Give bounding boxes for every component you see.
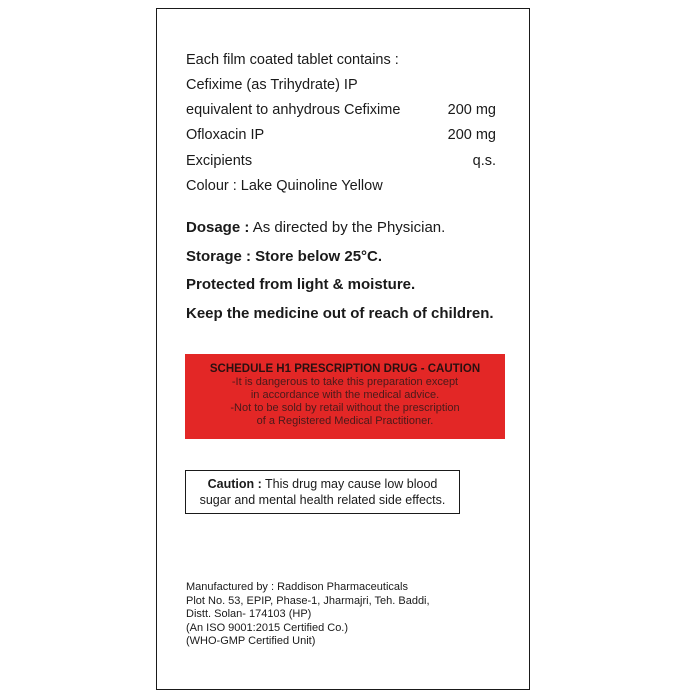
caution-box: [185, 470, 460, 514]
manufacturer-line: Distt. Solan- 174103 (HP): [186, 608, 312, 621]
caution-line-2: sugar and mental health related side effects.: [199, 493, 446, 507]
medicine-label-panel: [156, 8, 530, 690]
composition-heading: Each film coated tablet contains :: [186, 52, 399, 68]
schedule-line: in accordance with the medical advice.: [250, 389, 440, 401]
protection-line: Protected from light & moisture.: [186, 276, 416, 293]
dosage-label: Dosage :: [186, 219, 250, 236]
caution-line-1: [186, 476, 459, 492]
manufacturer-line: (An ISO 9001:2015 Certified Co.): [186, 621, 349, 634]
schedule-line: -Not to be sold by retail without the prescription: [230, 402, 460, 414]
composition-ofloxacin: Ofloxacin IP: [186, 127, 265, 143]
ofloxacin-amount: 200 mg: [447, 127, 496, 143]
manufacturer-line: (WHO-GMP Certified Unit): [186, 635, 316, 648]
composition-excipients: Excipients: [186, 153, 253, 169]
schedule-line: -It is dangerous to take this preparation except: [231, 376, 459, 388]
manufacturer-info: [186, 581, 430, 649]
composition-cefixime: Cefixime (as Trihydrate) IP: [186, 77, 358, 93]
caution-label: Caution :: [207, 477, 262, 491]
dosage-text: As directed by the Physician.: [249, 219, 446, 236]
storage-line: Storage : Store below 25°C.: [186, 248, 383, 265]
composition-colour: Colour : Lake Quinoline Yellow: [186, 178, 383, 194]
cefixime-amount: 200 mg: [447, 102, 496, 118]
manufacturer-line: Plot No. 53, EPIP, Phase-1, Jharmajri, Teh. Baddi,: [186, 594, 430, 607]
dosage-line: [186, 219, 445, 237]
keep-away-line: Keep the medicine out of reach of children.: [186, 305, 494, 322]
schedule-line: of a Registered Medical Practitioner.: [256, 415, 434, 427]
composition-equivalent: equivalent to anhydrous Cefixime: [186, 102, 401, 118]
caution-text-1: This drug may cause low blood: [261, 477, 438, 491]
manufacturer-line: Manufactured by : Raddison Pharmaceuticals: [186, 581, 408, 593]
schedule-h1-warning-box: [185, 354, 505, 439]
schedule-title: SCHEDULE H1 PRESCRIPTION DRUG - CAUTION: [209, 363, 481, 375]
excipients-amount: q.s.: [472, 153, 496, 169]
